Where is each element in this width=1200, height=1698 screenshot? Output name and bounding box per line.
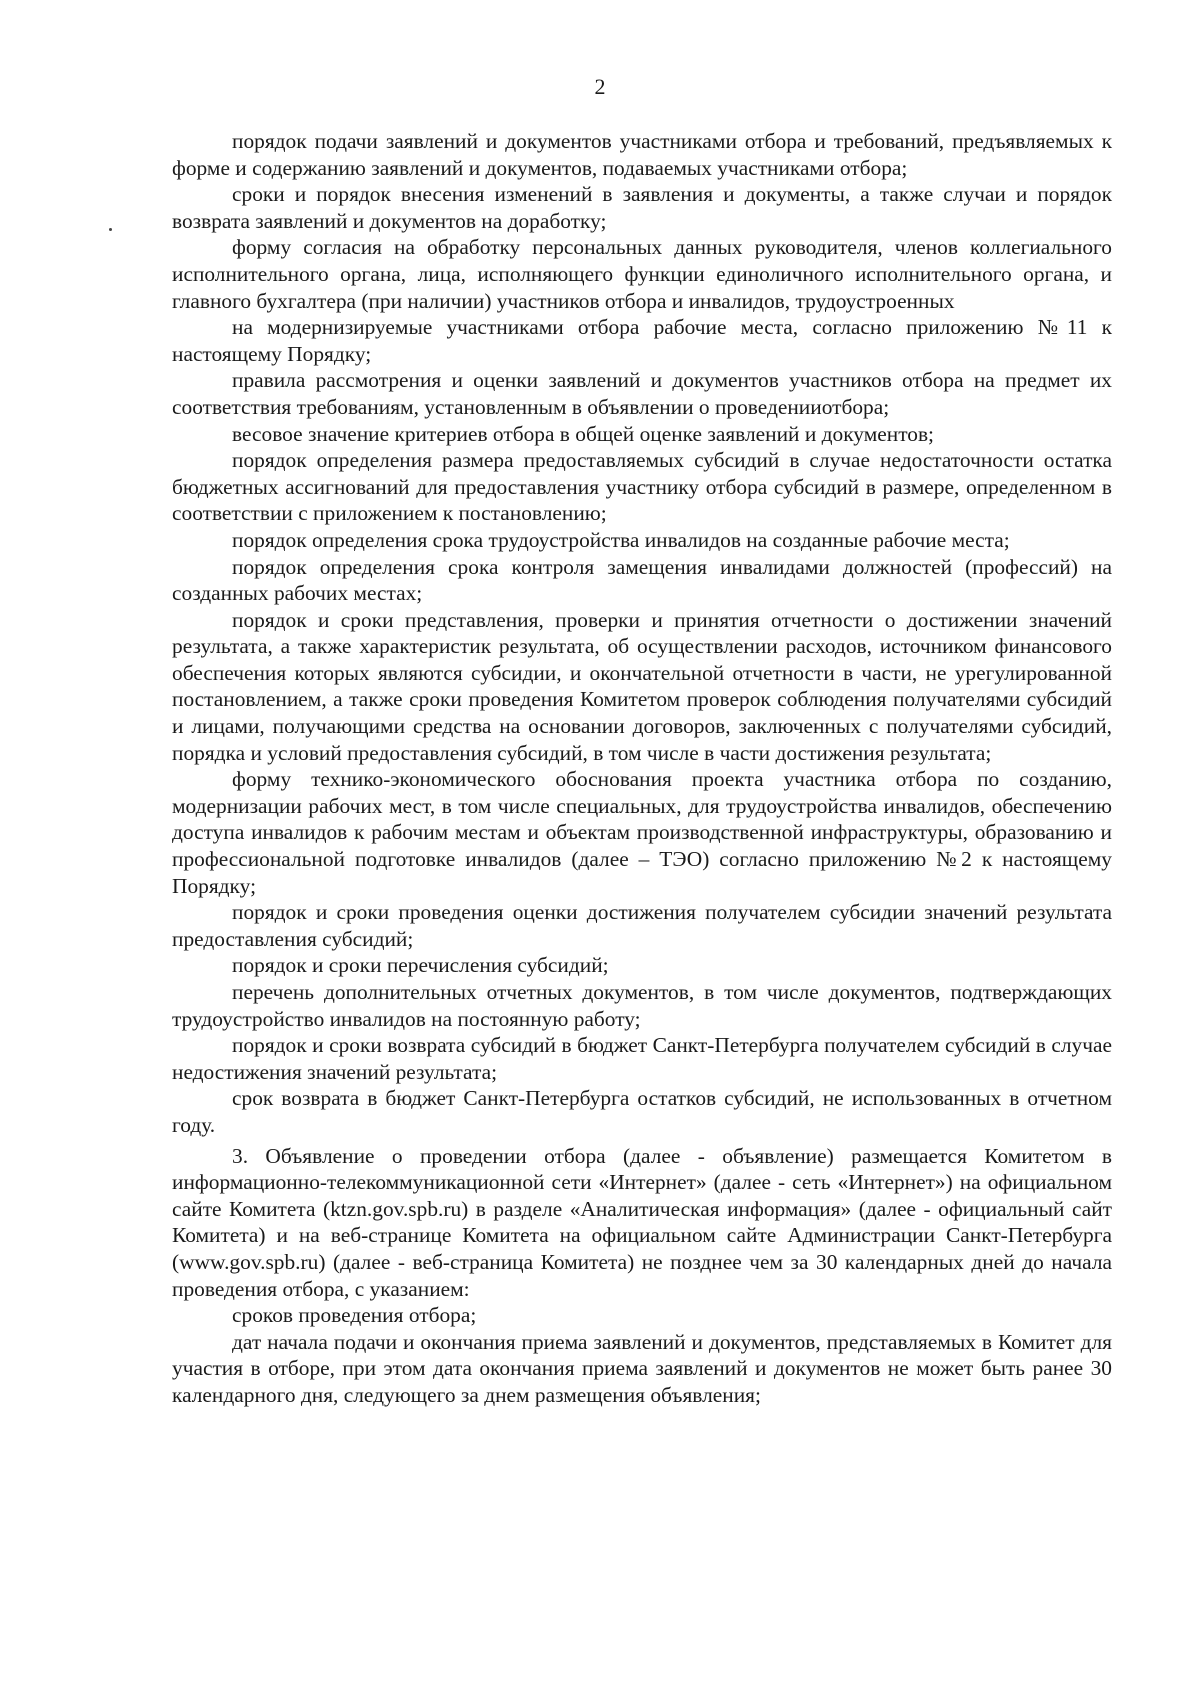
page-number: 2 — [594, 74, 606, 99]
paragraph: порядок и сроки перечисления субсидий; — [232, 953, 609, 978]
paragraph: порядок подачи заявлений и документов участниками отбора и требований, предъявляемых к форме и содержанию заявлений и документов, подаваемых участниками отбора; — [172, 129, 1112, 180]
paragraph: сроки и порядок внесения изменений в заявления и документы, а также случаи и порядок возврата заявлений и документов на доработку; — [172, 182, 1112, 233]
paragraph-section-3: 3. Объявление о проведении отбора (далее - объявление) размещается Комитетом в информационно-телекоммуникационной сети «Интернет» (далее - сеть «Интернет») на официальном сайте Комитета (ktzn.gov.spb.ru) в разделе «Аналитическая информация» (далее - официальный сайт Комитета) и на веб-странице Комитета на официальном сайте Администрации Санкт-Петербурга (www.gov.spb.ru) (далее - веб-страница Комитета) не позднее чем за 30 календарных дней до начала проведения отбора, с указанием: — [172, 1143, 1112, 1301]
paragraph: порядок и сроки представления, проверки и принятия отчетности о достижении значений результата, а также характеристик результата, об осуществлении расходов, источником финансового обеспечения которых являются субсидии, и окончательной отчетности в части, не урегулированной постановлением, а также сроки проведения Комитетом проверок соблюдения получателями субсидий и лицами, получающими средства на основании договоров, заключенных с получателями субсидий, порядка и условий предоставления субсидий, в том числе в части достижения результата; — [172, 607, 1112, 765]
scan-artifact-dot — [109, 228, 112, 231]
paragraph: порядок определения размера предоставляемых субсидий в случае недостаточности остатка бюджетных ассигнований для предоставления участнику отбора субсидий в размере, определенном в соответствии с приложением к постановлению; — [172, 448, 1112, 526]
paragraph: весовое значение критериев отбора в общей оценке заявлений и документов; — [232, 421, 934, 446]
paragraph: форму согласия на обработку персональных данных руководителя, членов коллегиального исполнительного органа, лица, исполняющего функции единоличного исполнительного органа, и главного бухгалтера (при наличии) участников отбора и инвалидов, трудоустроенных — [172, 235, 1112, 313]
paragraph: порядок определения срока контроля замещения инвалидами должностей (профессий) на созданных рабочих местах; — [172, 554, 1112, 606]
paragraph: перечень дополнительных отчетных документов, в том числе документов, подтверждающих трудоустройство инвалидов на постоянную работу; — [172, 980, 1112, 1031]
paragraph: порядок и сроки проведения оценки достижения получателем субсидии значений результата предоставления субсидий; — [172, 900, 1112, 951]
paragraph: форму технико-экономического обоснования проекта участника отбора по созданию, модернизации рабочих мест, в том числе специальных, для трудоустройства инвалидов, обеспечению доступа инвалидов к рабочим местам и объектам производственной инфраструктуры, образованию и профессиональной подготовке инвалидов (далее – ТЭО) согласно приложению №2 к настоящему Порядку; — [172, 767, 1112, 898]
document-body — [172, 128, 1112, 1409]
paragraph: правила рассмотрения и оценки заявлений и документов участников отбора на предмет их соответствия требованиям, установленным в объявлении о проведенииотбора; — [172, 368, 1112, 419]
paragraph: срок возврата в бюджет Санкт-Петербурга остатков субсидий, не использованных в отчетном году. — [172, 1086, 1112, 1137]
paragraph: порядок и сроки возврата субсидий в бюджет Санкт-Петербурга получателем субсидий в случае недостижения значений результата; — [172, 1033, 1112, 1084]
paragraph: сроков проведения отбора; — [232, 1303, 477, 1328]
paragraph: порядок определения срока трудоустройства инвалидов на созданные рабочие места; — [232, 527, 1010, 552]
paragraph: на модернизируемые участниками отбора рабочие места, согласно приложению №11 к настоящему Порядку; — [172, 315, 1112, 366]
paragraph: дат начала подачи и окончания приема заявлений и документов, представляемых в Комитет для участия в отборе, при этом дата окончания приема заявлений и документов не может быть ранее 30 календарного дня, следующего за днем размещения объявления; — [172, 1329, 1112, 1407]
